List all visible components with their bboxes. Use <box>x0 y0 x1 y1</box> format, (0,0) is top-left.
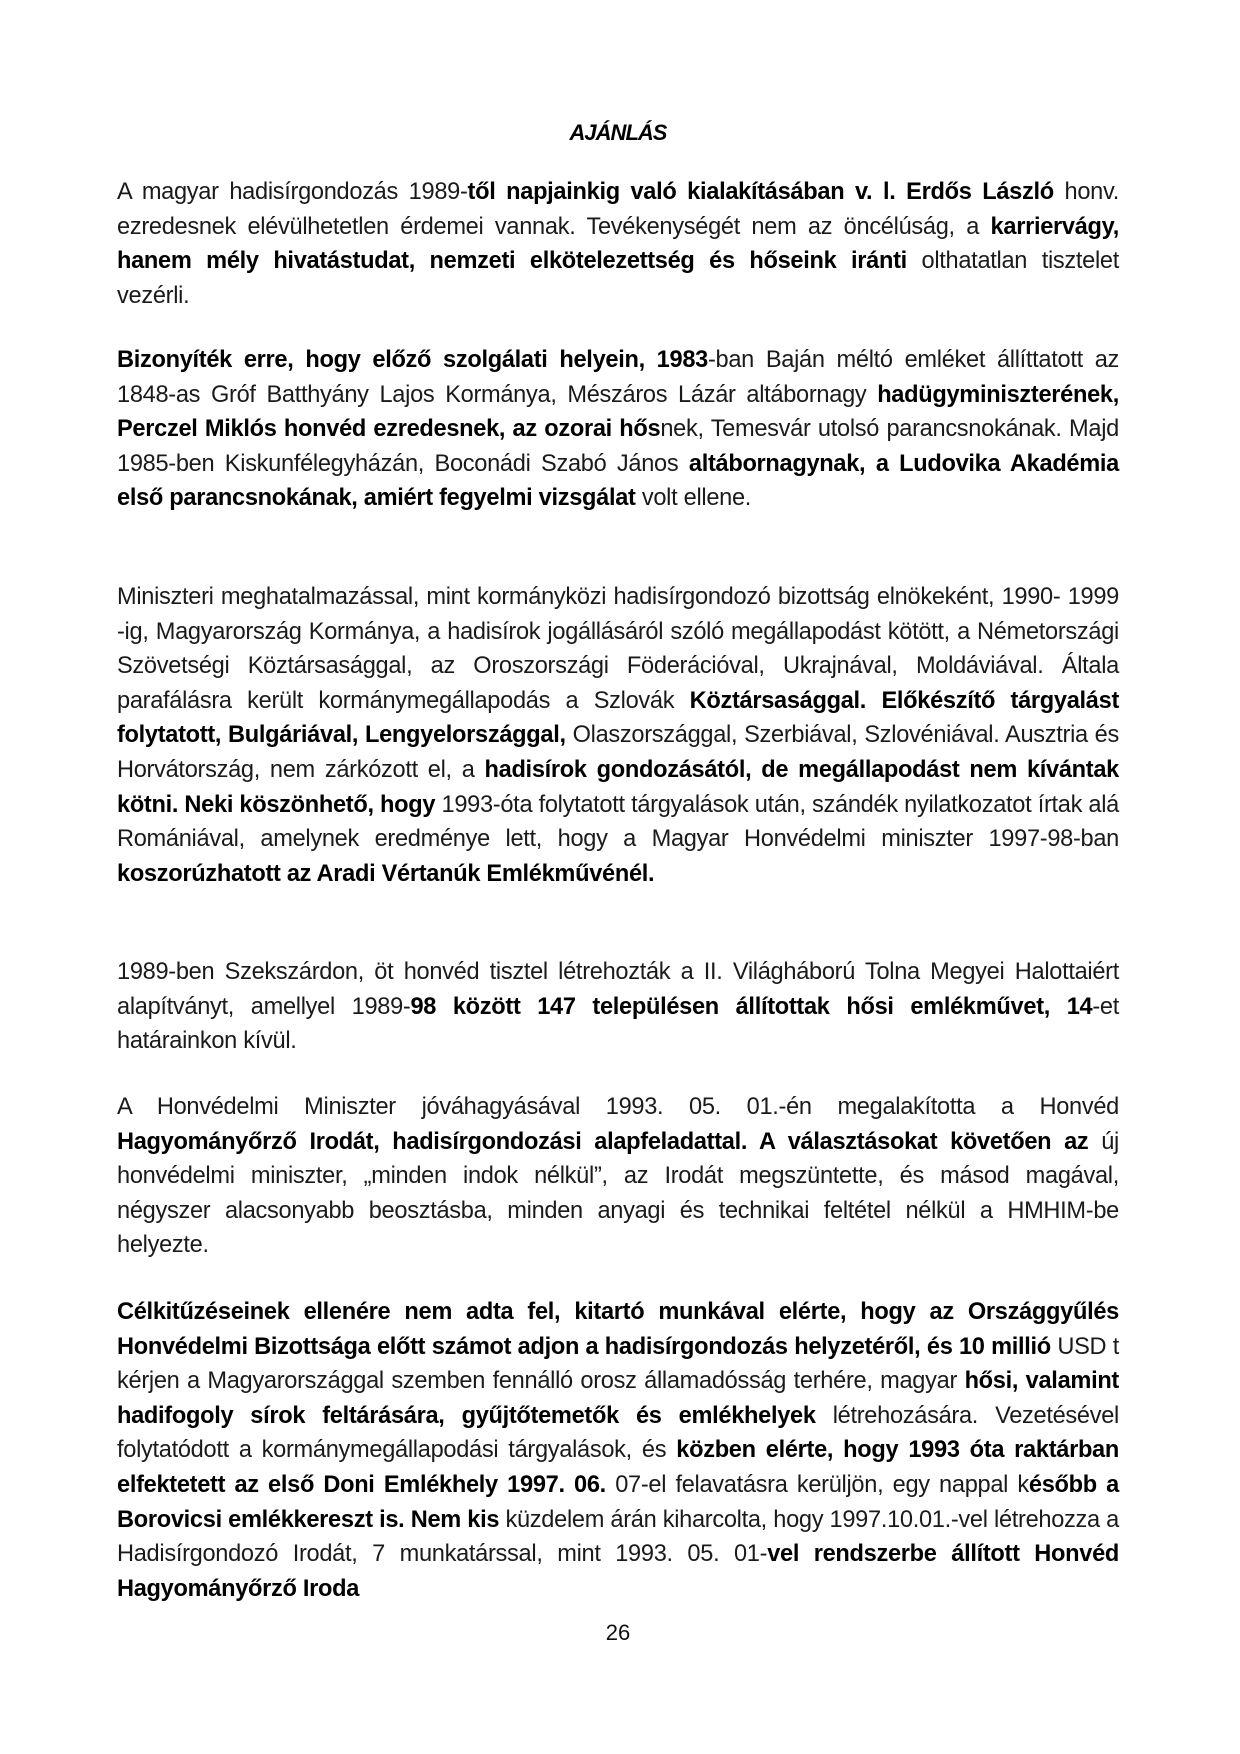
text-run: létrehozására. Vezetésével folytatódott a kormánymegállapodási tárgyalások, és <box>117 1402 1119 1464</box>
bold-text-run: Bizonyíték erre, hogy előző szolgálati helyein, 1983 <box>117 347 708 373</box>
bold-text-run: hősi, valamint hadifogoly sírok feltárására, gyűjtőtemetők és emlékhelyek <box>117 1368 1119 1429</box>
text-run: új honvédelmi miniszter, „minden indok nélkül”, az Irodát megszüntette, és másod magával, négyszer alacsonyabb beosztásba, minden anyagi és technikai feltétel nélkül a HMHIM-be helyezte. <box>117 1128 1119 1259</box>
text-run: 1993-óta folytatott tárgyalások után, szándék nyilatkozatot írtak alá Romániával, amelynek eredménye lett, hogy a Magyar Honvédelmi miniszter 1997-98-ban <box>117 791 1119 853</box>
paragraph <box>117 955 1119 1059</box>
bold-text-run: hadisírok gondozásától, de megállapodást nem kívántak kötni. Neki köszönhető, hogy <box>117 756 1119 818</box>
page-title: AJÁNLÁS <box>569 120 667 145</box>
bold-text-run: hadügyminiszterének, Perczel Miklós honvéd ezredesnek, az ozorai hős <box>117 381 1119 443</box>
text-run: Olaszországgal, Szerbiával, Szlovéniával. Ausztria és Horvátország, nem zárkózott el, a <box>117 722 1119 783</box>
document-page <box>117 0 1119 1754</box>
paragraph <box>117 1090 1119 1263</box>
text-run: A Honvédelmi Miniszter jóváhagyásával 1993. 05. 01.-én megalakította a Honvéd <box>117 1094 1119 1120</box>
bold-text-run: közben elérte, hogy 1993 óta raktárban elfektetett az első Doni Emlékhely 1997. 06. <box>117 1437 1119 1498</box>
bold-text-run: től napjainkig való kialakításában v. l. Erdős László <box>467 179 1054 205</box>
text-run: 1989-ben Szekszárdon, öt honvéd tisztel létrehozták a II. Világháború Tolna Megyei Halottaiért alapítványt, amellyel 1989- <box>117 959 1119 1020</box>
bold-text-run: ésőbb a Borovicsi emlékkereszt is. Nem kis <box>117 1471 1119 1533</box>
text-run: USD t kérjen a Magyarországgal szemben fennálló orosz államadósság terhére, magyar <box>117 1333 1119 1395</box>
bold-text-run: altábornagynak, a Ludovika Akadémia első parancsnokának, amiért fegyelmi vizsgálat <box>117 450 1120 512</box>
text-run: volt ellene. <box>635 485 752 512</box>
bold-text-run: Célkitűzéseinek ellenére nem adta fel, kitartó munkával elérte, hogy az Országgyűlés Honvédelmi Bizottsága előtt számot adjon a hadisírgondozás helyzetéről, és 10 millió <box>117 1299 1119 1360</box>
bold-text-run: Köztársasággal. Előkészítő tárgyalást folytatott, Bulgáriával, Lengyelországgal, <box>117 687 1120 749</box>
text-run: honv. ezredesnek elévülhetetlen érdemei vannak. Tevékenységét nem az öncélúság, a <box>117 179 1119 240</box>
bold-text-run: 98 között 147 településen állítottak hősi emlékművet, 14 <box>410 993 1093 1020</box>
paragraph <box>117 580 1119 891</box>
text-run: nek, Temesvár utolsó parancsnokának. Majd 1985-ben Kiskunfélegyházán, Boconádi Szabó János <box>117 416 1119 477</box>
text-run: A magyar hadisírgondozás 1989- <box>117 179 468 205</box>
text-run: 07-el felavatásra kerüljön, egy nappal k <box>605 1471 1029 1498</box>
text-run: olthatatlan tisztelet vezérli. <box>117 248 1119 309</box>
text-run: -ban Baján méltó emléket állíttatott az 1848-as Gróf Batthyány Lajos Kormánya, Mészáros Lázár altábornagy <box>117 347 1120 408</box>
bold-text-run: karriervágy, hanem mély hivatástudat, nemzeti elkötelezettség és hőseink iránti <box>117 213 1119 275</box>
text-run: -et határainkon kívül. <box>117 993 1119 1055</box>
text-run: küzdelem árán kiharcolta, hogy 1997.10.01.-vel létrehozza a Hadisírgondozó Irodát, 7 munkatárssal, mint 1993. 05. 01- <box>117 1506 1119 1568</box>
bold-text-run: Hagyományőrző Irodát, hadisírgondozási alapfeladattal. A választásokat követően az <box>117 1128 1089 1155</box>
paragraph <box>117 175 1119 313</box>
paragraph <box>117 343 1119 516</box>
bold-text-run: vel rendszerbe állított Honvéd Hagyományőrző Iroda <box>117 1541 1119 1602</box>
bold-text-run: koszorúzhatott az Aradi Vértanúk Emlékművénél. <box>117 860 655 887</box>
text-run: Miniszteri meghatalmazással, mint kormányközi hadisírgondozó bizottság elnökeként, 1990- 1999 -ig, Magyarország Kormánya, a hadisírok jogállásáról szóló megállapodást kötött, a Németországi Szövetségi Köztársasággal, az Oroszországi Föderációval, Ukrajnával, Moldáviával. Általa parafálásra került kormánymegállapodás a Szlovák <box>117 584 1119 714</box>
paragraph <box>117 1295 1119 1606</box>
page-number: 26 <box>605 1620 631 1645</box>
